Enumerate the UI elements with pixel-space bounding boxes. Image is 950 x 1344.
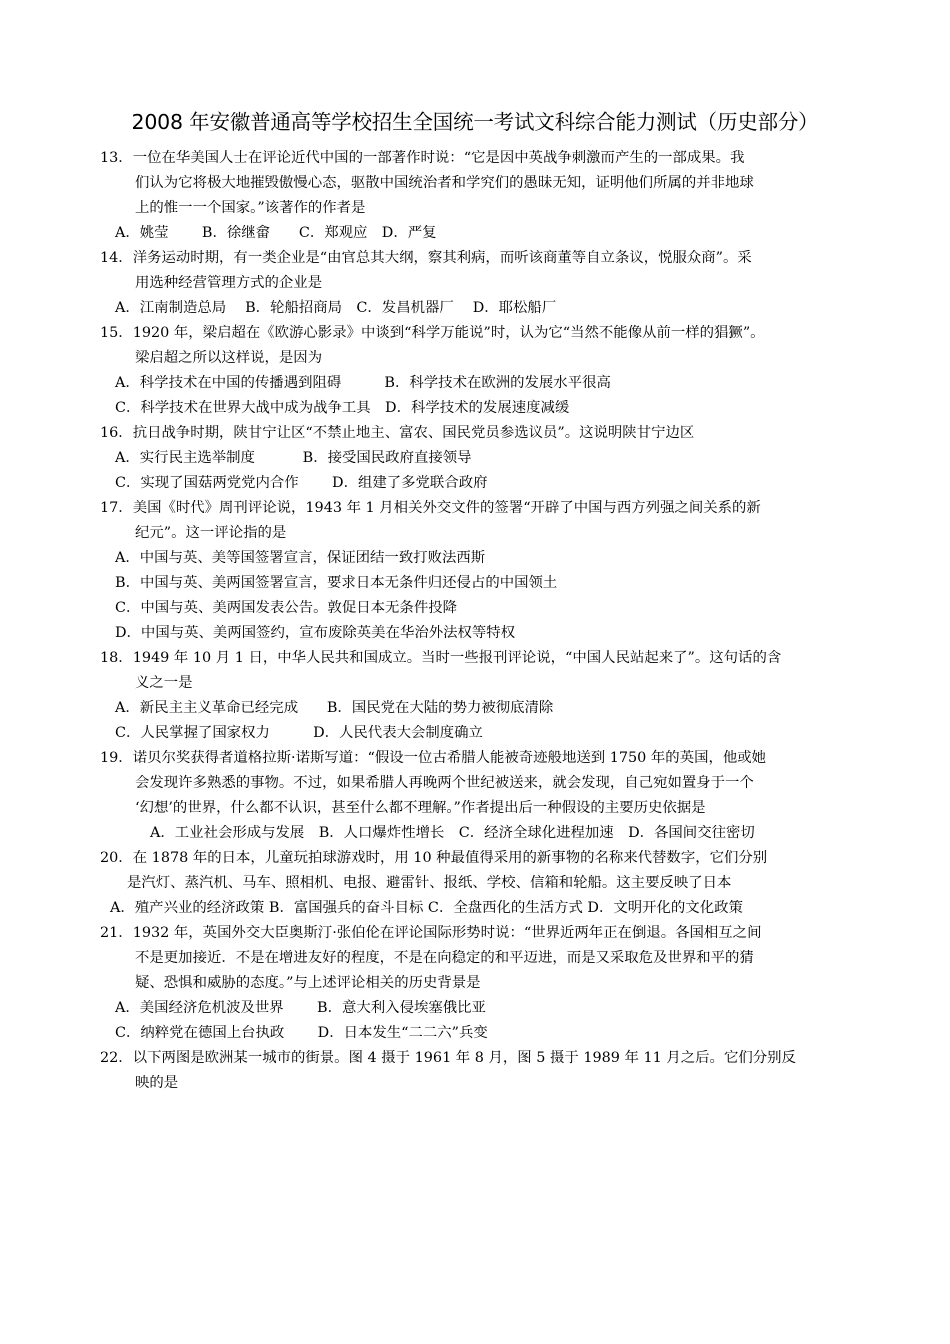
answer-option: D．中国与英、美两国签约，宣布废除英美在华治外法权等特权 xyxy=(115,625,516,641)
question-line: 梁启超之所以这样说，是因为 xyxy=(135,350,323,366)
question-line: 纪元”。这一评论指的是 xyxy=(135,525,287,541)
question-22 xyxy=(100,1046,870,1096)
answer-options: A．实行民主选举制度 B．接受国民政府直接领导 xyxy=(115,450,472,466)
question-line: 上的惟一一个国家。”该著作的作者是 xyxy=(135,200,366,216)
answer-options: A．姚莹 B．徐继畲 C．郑观应 D．严复 xyxy=(115,225,437,241)
answer-options: A．江南制造总局 B．轮船招商局 C．发昌机器厂 D．耶松船厂 xyxy=(115,300,557,316)
question-line: 会发现许多熟悉的事物。不过，如果希腊人再晚两个世纪被送来，就会发现，自己宛如置身于一个 xyxy=(135,775,754,791)
question-list xyxy=(100,146,870,1096)
answer-options: C．实现了国菇两党党内合作 D．组建了多党联合政府 xyxy=(115,475,488,491)
question-line: 们认为它将极大地摧毁傲慢心态，驱散中国统治者和学究们的愚昧无知，证明他们所属的并非地球 xyxy=(135,175,754,191)
question-17 xyxy=(100,496,870,646)
answer-options: A．殖产兴业的经济政策 B．富国强兵的奋斗目标 C．全盘西化的生活方式 D．文明开化的文化政策 xyxy=(110,900,743,916)
page-title: 2008 年安徽普通高等学校招生全国统一考试文科综合能力测试（历史部分） xyxy=(131,110,819,134)
answer-options: C．科学技术在世界大战中成为战争工具 D．科学技术的发展速度减缓 xyxy=(115,400,570,416)
answer-options: A．美国经济危机波及世界 B．意大利入侵埃塞俄比亚 xyxy=(115,1000,486,1016)
question-line: 不是更加接近．不是在增进友好的程度，不是在向稳定的和平迈进，而是又采取危及世界和平的猜 xyxy=(135,950,754,966)
question-line: 19．诺贝尔奖获得者道格拉斯·诺斯写道：“假设一位古希腊人能被奇迹般地送到 1750 年的英国，他或她 xyxy=(100,750,767,766)
question-15 xyxy=(100,321,870,421)
question-line: 映的是 xyxy=(135,1075,179,1091)
question-line: 22．以下两图是欧洲某一城市的街景。图 4 摄于 1961 年 8 月，图 5 摄于 1989 年 11 月之后。它们分别反 xyxy=(100,1050,796,1066)
answer-option: A．中国与英、美等国签署宣言，保证团结一致打败法西斯 xyxy=(115,550,486,566)
question-line: 21．1932 年，英国外交大臣奥斯汀·张伯伦在评论国际形势时说：“世界近两年正在倒退。各国相互之间 xyxy=(100,925,762,941)
question-line: 疑、恐惧和威胁的态度。”与上述评论相关的历史背景是 xyxy=(135,975,481,991)
question-14 xyxy=(100,246,870,321)
question-16 xyxy=(100,421,870,496)
question-line: 18．1949 年 10 月 1 日，中华人民共和国成立。当时一些报刊评论说，“中国人民站起来了”。这句话的含 xyxy=(100,650,782,666)
question-19 xyxy=(100,746,870,846)
answer-options: C．人民掌握了国家权力 D．人民代表大会制度确立 xyxy=(115,725,483,741)
answer-options: C．纳粹党在德国上台执政 D．日本发生“二二六”兵变 xyxy=(115,1025,488,1041)
answer-options: A．工业社会形成与发展 B．人口爆炸性增长 C．经济全球化进程加速 D．各国间交往密切 xyxy=(150,825,755,841)
question-line: 15．1920 年，梁启超在《欧游心影录》中谈到“科学万能说”时，认为它“当然不能像从前一样的猖獗”。 xyxy=(100,325,765,341)
answer-options: A．科学技术在中国的传播遇到阻碍 B．科学技术在欧洲的发展水平很高 xyxy=(115,375,611,391)
question-18 xyxy=(100,646,870,746)
question-line: 14．洋务运动时期，有一类企业是“由官总其大纲，察其利病，而听该商董等自立条议，悦服众商”。采 xyxy=(100,250,752,266)
question-21 xyxy=(100,921,870,1046)
question-line: 20．在 1878 年的日本，儿童玩拍球游戏时，用 10 种最值得采用的新事物的名称来代替数字，它们分别 xyxy=(100,850,768,866)
answer-option: B．中国与英、美两国签署宣言，要求日本无条件归还侵占的中国领土 xyxy=(115,575,558,591)
question-20 xyxy=(100,846,870,921)
question-line: 是汽灯、蒸汽机、马车、照相机、电报、避雷针、报纸、学校、信箱和轮船。这主要反映了日本 xyxy=(127,875,732,891)
question-line: ‘幻想’的世界，什么都不认识，甚至什么都不理解。”作者提出后一种假设的主要历史依据是 xyxy=(135,800,706,816)
answer-options: A．新民主主义革命已经完成 B．国民党在大陆的势力被彻底清除 xyxy=(115,700,554,716)
question-line: 义之一是 xyxy=(135,675,193,691)
question-13 xyxy=(100,146,870,246)
question-line: 17．美国《时代》周刊评论说，1943 年 1 月相关外交文件的签署“开辟了中国与西方列强之间关系的新 xyxy=(100,500,761,516)
question-line: 16．抗日战争时期，陕甘宁让区“不禁止地主、富农、国民党员参选议员”。这说明陕甘宁边区 xyxy=(100,425,695,441)
question-line: 用选种经营管理方式的企业是 xyxy=(135,275,323,291)
question-line: 13．一位在华美国人士在评论近代中国的一部著作时说：“它是因中英战争刺激而产生的一部成果。我 xyxy=(100,150,745,166)
answer-option: C．中国与英、美两国发表公告。敦促日本无条件投降 xyxy=(115,600,457,616)
